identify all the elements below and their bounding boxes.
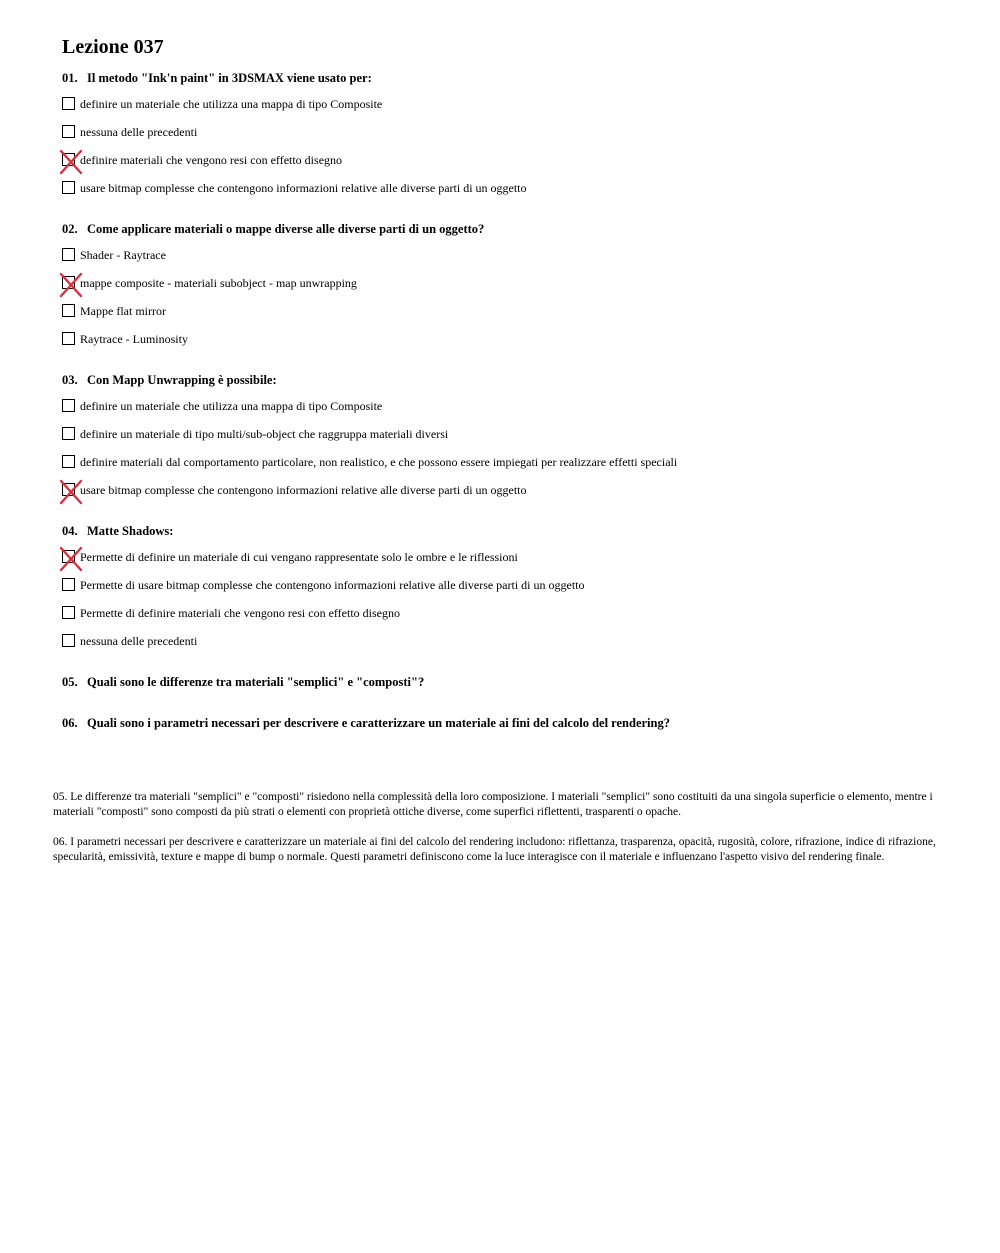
checkbox[interactable]	[62, 455, 75, 468]
option-label: Permette di definire materiali che vengono resi con effetto disegno	[80, 606, 400, 620]
checkbox[interactable]	[62, 248, 75, 261]
option-label: Mappe flat mirror	[80, 304, 166, 318]
checkbox[interactable]	[62, 578, 75, 591]
option-label: definire un materiale che utilizza una mappa di tipo Composite	[80, 399, 383, 413]
option-label: Shader - Raytrace	[80, 248, 166, 262]
checkbox-checked[interactable]	[62, 483, 75, 496]
question-number: 03.	[62, 373, 78, 387]
option-label: definire un materiale che utilizza una mappa di tipo Composite	[80, 97, 383, 111]
option-label: Permette di definire un materiale di cui vengano rappresentate solo le ombre e le riflessioni	[80, 550, 518, 564]
question-text: Come applicare materiali o mappe diverse alle diverse parti di un oggetto?	[87, 222, 485, 236]
option-label: Permette di usare bitmap complesse che contengono informazioni relative alle diverse parti di un oggetto	[80, 578, 585, 592]
question-text: Quali sono i parametri necessari per descrivere e caratterizzare un materiale ai fini del calcolo del rendering?	[87, 716, 670, 730]
checkbox-checked[interactable]	[62, 550, 75, 563]
option-label: nessuna delle precedenti	[80, 125, 198, 139]
question-text: Quali sono le differenze tra materiali "semplici" e "composti"?	[87, 675, 425, 689]
checkbox[interactable]	[62, 125, 75, 138]
question-text: Il metodo "Ink'n paint" in 3DSMAX viene usato per:	[87, 71, 372, 85]
question-text: Matte Shadows:	[87, 524, 174, 538]
option-label: usare bitmap complesse che contengono informazioni relative alle diverse parti di un oggetto	[80, 483, 527, 497]
checkbox[interactable]	[62, 634, 75, 647]
cross-mark-icon	[60, 480, 82, 504]
question-number: 05.	[62, 675, 78, 689]
question-title	[62, 715, 670, 731]
question-title	[62, 372, 277, 388]
question-number: 01.	[62, 71, 78, 85]
answer-paragraph: 05. Le differenze tra materiali "semplici" e "composti" risiedono nella complessità della loro composizione. I materiali "semplici" sono costituiti da una singola superficie o elemento, mentre i materiali "composti" sono composti da più strati o elementi con proprietà ottiche diverse, come superfici riflettenti, trasparenti o opache.	[53, 791, 933, 818]
option-label: definire materiali dal comportamento particolare, non realistico, e che possono essere impiegati per realizzare effetti speciali	[80, 455, 678, 469]
option-label: definire materiali che vengono resi con effetto disegno	[80, 153, 343, 167]
question-title	[62, 674, 424, 690]
question-title	[62, 221, 484, 237]
question-number: 06.	[62, 716, 78, 730]
checkbox[interactable]	[62, 304, 75, 317]
option-label: nessuna delle precedenti	[80, 634, 198, 648]
checkbox[interactable]	[62, 332, 75, 345]
option-label: Raytrace - Luminosity	[80, 332, 188, 346]
option-label: mappe composite - materiali subobject - map unwrapping	[80, 276, 357, 290]
checkbox[interactable]	[62, 399, 75, 412]
cross-mark-icon	[60, 273, 82, 297]
checkbox[interactable]	[62, 97, 75, 110]
checkbox-checked[interactable]	[62, 153, 75, 166]
question-title	[62, 70, 372, 86]
option-label: usare bitmap complesse che contengono informazioni relative alle diverse parti di un oggetto	[80, 181, 527, 195]
question-text: Con Mapp Unwrapping è possibile:	[87, 373, 277, 387]
page-title: Lezione 037	[62, 36, 164, 58]
question-title	[62, 523, 173, 539]
question-number: 04.	[62, 524, 78, 538]
answer-paragraph: 06. I parametri necessari per descrivere e caratterizzare un materiale ai fini del calcolo del rendering includono: riflettanza, trasparenza, opacità, rugosità, colore, rifrazione, indice di rifrazione, specularità, emissività, texture e mappe di bump o normale. Questi parametri definiscono come la luce interagisce con il materiale e influenzano l'aspetto visivo del rendering finale.	[53, 836, 936, 863]
cross-mark-icon	[60, 547, 82, 571]
checkbox[interactable]	[62, 181, 75, 194]
cross-mark-icon	[60, 150, 82, 174]
checkbox[interactable]	[62, 427, 75, 440]
checkbox[interactable]	[62, 606, 75, 619]
checkbox-checked[interactable]	[62, 276, 75, 289]
question-number: 02.	[62, 222, 78, 236]
option-label: definire un materiale di tipo multi/sub-object che raggruppa materiali diversi	[80, 427, 449, 441]
